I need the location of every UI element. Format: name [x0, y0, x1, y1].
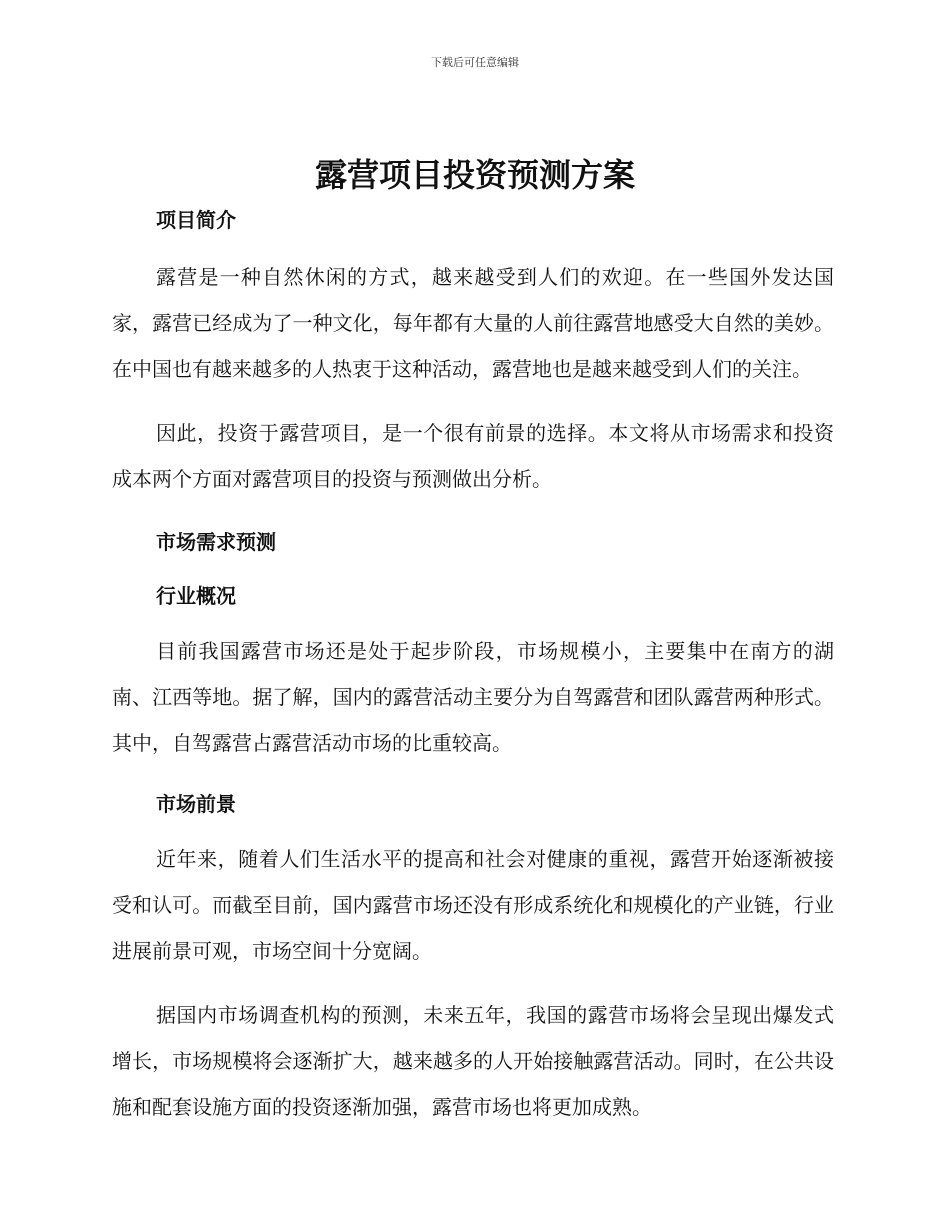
section-heading-intro: 项目简介	[156, 208, 236, 232]
paragraph-intro-2: 因此，投资于露营项目，是一个很有前景的选择。本文将从市场需求和投资成本两个方面对露营项目的投资与预测做出分析。	[112, 421, 834, 491]
paragraph-industry-1: 目前我国露营市场还是处于起步阶段，市场规模小，主要集中在南方的湖南、江西等地。据了解，国内的露营活动主要分为自驾露营和团队露营两种形式。其中，自驾露营占露营活动市场的比重较高。	[112, 639, 834, 755]
paragraph-intro-1: 露营是一种自然休闲的方式，越来越受到人们的欢迎。在一些国外发达国家，露营已经成为了一种文化，每年都有大量的人前往露营地感受大自然的美妙。在中国也有越来越多的人热衷于这种活动，露营地也是越来越受到人们的关注。	[112, 265, 834, 381]
document-title: 露营项目投资预测方案	[314, 156, 635, 194]
document-body	[112, 202, 834, 1130]
section-heading-market-demand: 市场需求预测	[156, 530, 276, 554]
subsection-heading-prospect: 市场前景	[156, 792, 236, 816]
subsection-heading-industry: 行业概况	[156, 584, 236, 608]
paragraph-prospect-1: 近年来，随着人们生活水平的提高和社会对健康的重视，露营开始逐渐被接受和认可。而截至目前，国内露营市场还没有形成系统化和规模化的产业链，行业进展前景可观，市场空间十分宽阔。	[112, 847, 834, 963]
header-note: 下载后可任意编辑	[431, 56, 519, 69]
paragraph-prospect-2: 据国内市场调查机构的预测，未来五年，我国的露营市场将会呈现出爆发式增长，市场规模将会逐渐扩大，越来越多的人开始接触露营活动。同时，在公共设施和配套设施方面的投资逐渐加强，露营市场也将更加成熟。	[112, 1003, 834, 1119]
